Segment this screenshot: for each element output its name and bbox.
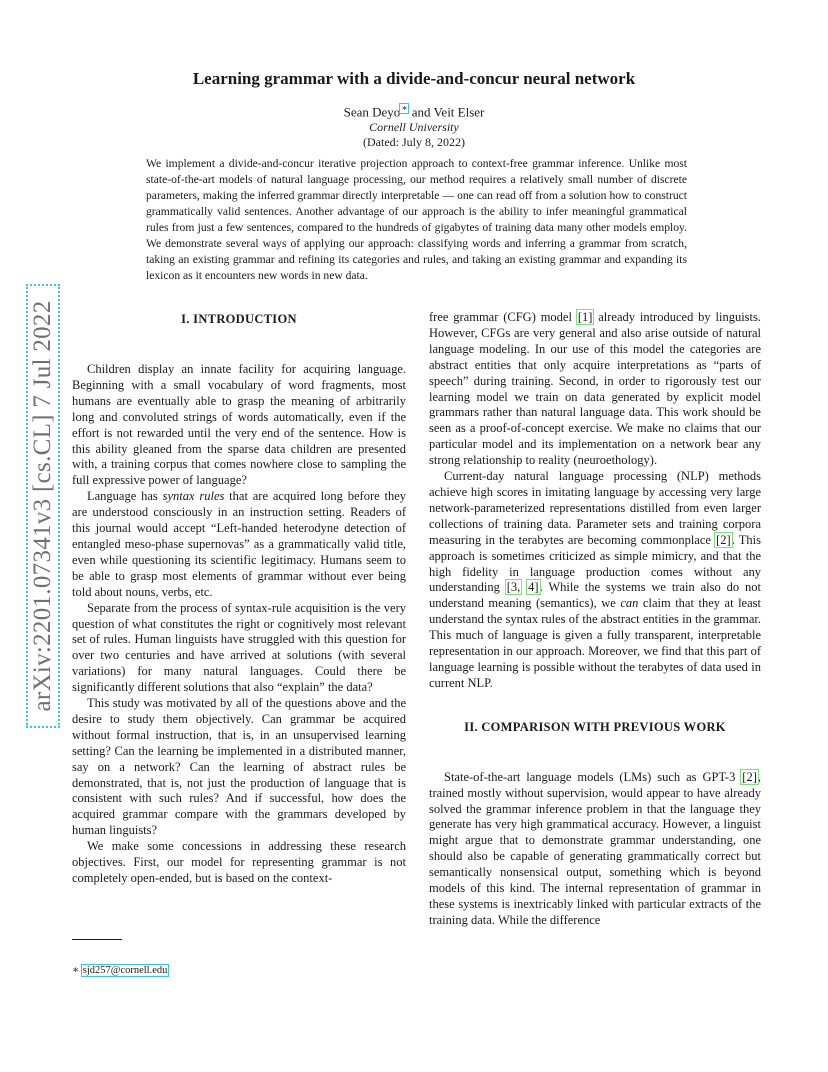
date-line: (Dated: July 8, 2022)	[363, 135, 465, 149]
section-heading-comparison: II. COMPARISON WITH PREVIOUS WORK	[464, 719, 726, 734]
intro-paragraph-1: Children display an innate facility for acquiring language. Beginning with a small vocabulary of word fragments, most humans are eventually able to grasp the meaning of arbitrarily long and convoluted strings of words automatically, even if the effort is not rewarded until the very end of the sentence. How is this ability gleaned from the sparse data children are presented with, a training corpus that comes nowhere close to sampling the full expressive power of language?	[72, 362, 406, 488]
text-run: already introduced by linguists. However, CFGs are very general and also arise outside of natural language modeling. In our use of this model the categories are abstract entities that only acquire interpretations as “parts of speech” during training. Second, in order to rigorously test our learning model we train on data generated by explicit model grammars rather than natural language data. This work should be seen as a proof-of-concept exercise. We make no claims that our particular model and its implementation on a network bear any strong relationship to reality (neuroethology).	[429, 310, 761, 468]
intro-paragraph-7	[429, 469, 761, 692]
intro-paragraph-3: Separate from the process of syntax-rule acquisition is the very question of what constitutes the right or cognitively most relevant set of rules. Human linguists have struggled with this question for over two centuries and have arrived at solutions (with several variations) for many natural languages. Could there be significantly different solutions that also “explain” the data?	[72, 600, 406, 695]
text-run: claim that they at least understand the syntax rules of the abstract entities in the grammar. This much of language is given a fully transparent, interpretable representation in our approach. Moreover, we find that this part of language learning is possible without the terabytes of data used in current NLP.	[429, 596, 761, 690]
citation-link[interactable]: 4]	[528, 580, 539, 595]
citation-link[interactable]: [2]	[742, 769, 757, 784]
author-rest: and Veit Elser	[408, 104, 485, 120]
comparison-paragraph-1	[429, 770, 761, 929]
footnote	[72, 964, 168, 976]
intro-paragraph-5: We make some concessions in addressing these research objectives. First, our model for representing grammar is not completely open-ended, but is based on the context-	[72, 839, 406, 885]
arxiv-id-text: arXiv:2201.07341v3 [cs.CL] 7 Jul 2022	[29, 300, 56, 712]
intro-paragraph-4: This study was motivated by all of the questions above and the desire to study them objectively. Can grammar be acquired without formal instruction, that is, in an unsupervised learning setting? Can the learning be implemented in a distributed manner, say on a network? Can the learning of abstract rules be demonstrated, that is, not just the production of language that is consistent with such rules? And if successful, how does the acquired grammar compare with the grammars developed by human linguists?	[72, 696, 406, 838]
text-run: Current-day natural language processing (NLP) methods achieve high scores in imitating language by accessing very large network-parameterized representations distilled from even larger collections of training data. Parameter sets and training corpora measuring in the terabytes are becoming commonplace	[429, 469, 761, 547]
author-line	[0, 104, 828, 120]
section-heading-introduction: I. INTRODUCTION	[181, 312, 297, 326]
author-first: Sean Deyo	[343, 104, 401, 120]
arxiv-sidebar-identifier[interactable]	[28, 286, 58, 726]
text-run: Language has	[87, 489, 163, 504]
left-column	[72, 310, 406, 887]
citation-link[interactable]: [1]	[577, 310, 593, 324]
footnote-link[interactable]: ∗	[401, 103, 408, 113]
emphasis-can: can	[620, 596, 639, 611]
footnote-divider	[72, 939, 122, 940]
emphasis-syntax-rules: syntax rules	[162, 489, 225, 504]
text-run: . While the systems we train also do not understand meaning (semantics), we	[429, 580, 762, 611]
paper-title: Learning grammar with a divide-and-concur neural network	[192, 69, 636, 88]
email-link[interactable]: sjd257@cornell.edu	[82, 965, 168, 976]
citation-link[interactable]: [2]	[716, 532, 731, 547]
text-run: , trained mostly without supervision, would appear to have already solved the grammar inference problem in that the language they generate has very high grammatical accuracy. However, a linguist might argue that to demonstrate grammar understanding, one should also be capable of generating grammatically correct but semantically nonsensical output, something which is beyond models of this kind. The internal representation of grammar in these systems is inextricably linked with particular extracts of the training data. While the difference	[429, 769, 761, 927]
text-run: . This approach is sometimes criticized as simple mimicry, and that the high fidelity in language production comes without any understanding	[429, 532, 762, 595]
intro-paragraph-6	[429, 310, 761, 469]
right-column	[429, 310, 761, 929]
intro-paragraph-2	[72, 489, 406, 600]
text-run: that are acquired long before they are understood consciously in an instruction setting. Readers of this journal would accept “Left-handed heterodyne detection of entangled meso-phase supernovas” as a grammatically valid title, even while questioning its scientific legitimacy. Humans seem to be able to grasp most elements of grammar without ever being told about nouns, verbs, etc.	[72, 489, 406, 599]
footnote-mark: ∗	[72, 965, 80, 976]
citation-link[interactable]: [3,	[506, 580, 521, 595]
text-run: State-of-the-art language models (LMs) such as GPT-3	[444, 769, 742, 784]
abstract: We implement a divide-and-concur iterative projection approach to context-free grammar inference. Unlike most state-of-the-art models of natural language processing, our method requires a relatively small number of discrete parameters, making the inferred grammar directly interpretable — one can read off from a solution how to construct grammatically valid sentences. Another advantage of our approach is the ability to infer meaningful grammatical rules from just a few sentences, compared to the hundreds of gigabytes of training data many other models employ. We demonstrate several ways of applying our approach: classifying words and inferring a grammar from scratch, taking an existing grammar and refining its categories and rules, and taking an existing grammar and expanding its lexicon as it encounters new words in new data.	[146, 157, 687, 282]
affiliation: Cornell University	[369, 120, 459, 134]
text-run: free grammar (CFG) model	[429, 310, 577, 324]
